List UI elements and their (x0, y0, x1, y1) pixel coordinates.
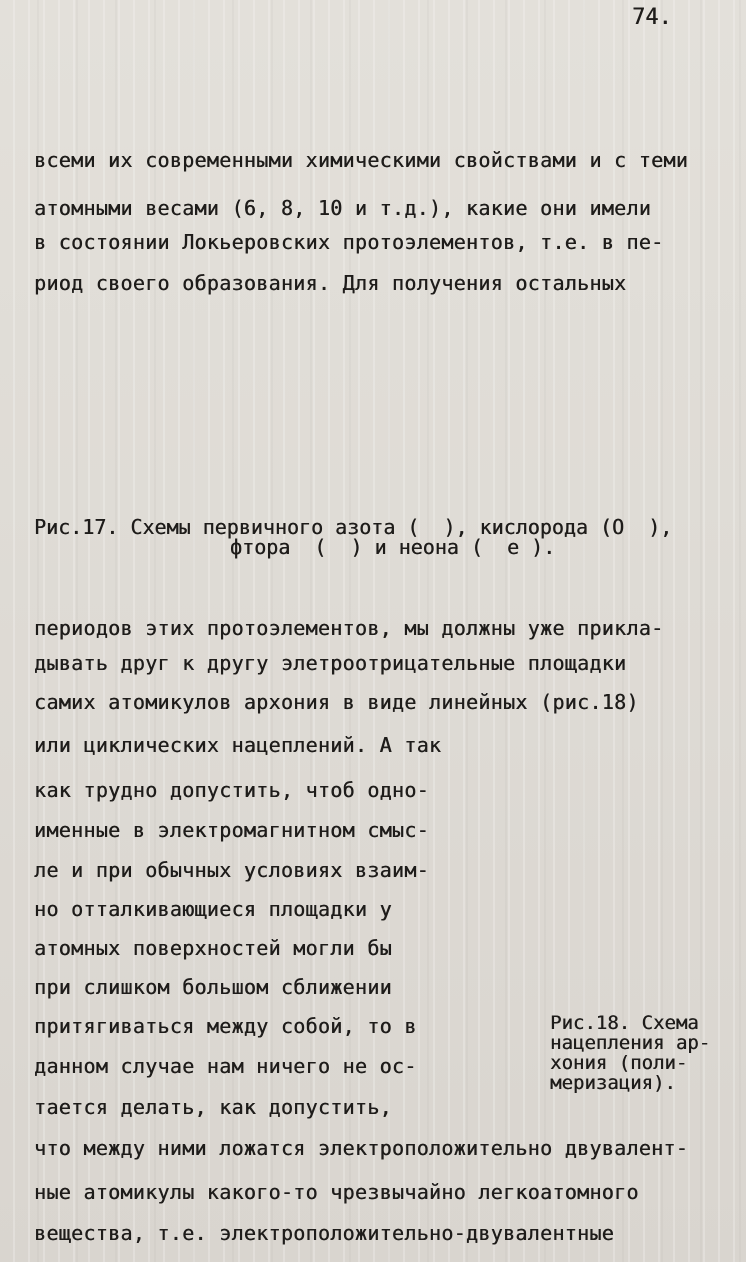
text-line: данном случае нам ничего не ос- (34, 1054, 417, 1078)
caption-line: меризация). (550, 1072, 676, 1094)
page-number: 74. (632, 5, 672, 30)
caption-line: Рис.17. Схемы первичного азота ( ), кислорода (O ), (34, 515, 673, 539)
figure-18-caption (550, 1013, 710, 1093)
caption-line: нацепления ар- (550, 1032, 711, 1054)
text-line: атомных поверхностей могли бы (34, 936, 392, 960)
text-line: именные в электромагнитном смыс- (34, 818, 429, 842)
text-line: как трудно допустить, чтоб одно- (34, 778, 429, 802)
text-line: самих атомикулов архония в виде линейных (рис.18) (34, 690, 639, 714)
text-line: ные атомикулы какого-то чрезвычайно легкоатомного (34, 1180, 639, 1204)
text-line: тается делать, как допустить, (34, 1095, 392, 1119)
text-line: при слишком большом сближении (34, 975, 392, 999)
text-line: что между ними ложатся электроположительно двувалент- (34, 1136, 689, 1160)
caption-line: Рис.18. Схема (550, 1012, 699, 1034)
text-line: всеми их современными химическими свойствами и с теми (34, 148, 689, 172)
text-line: но отталкивающиеся площадки у (34, 897, 392, 921)
text-line: ле и при обычных условиях взаим- (34, 858, 429, 882)
caption-line: фтора ( ) и неона ( e ). (230, 535, 556, 559)
text-line: в состоянии Локьеровских протоэлементов, т.е. в пе- (34, 230, 664, 254)
text-line: атомными весами (6, 8, 10 и т.д.), какие они имели (34, 196, 652, 220)
text-line: вещества, т.е. электроположительно-двувалентные (34, 1221, 615, 1245)
text-line: риод своего образования. Для получения остальных (34, 271, 627, 295)
text-line: притягиваться между собой, то в (34, 1014, 417, 1038)
text-line: дывать друг к другу элетроотрицательные площадки (34, 651, 627, 675)
text-line: или циклических нацеплений. А так (34, 733, 442, 757)
caption-line: хония (поли- (550, 1052, 688, 1074)
text-line: периодов этих протоэлементов, мы должны уже прикла- (34, 616, 664, 640)
